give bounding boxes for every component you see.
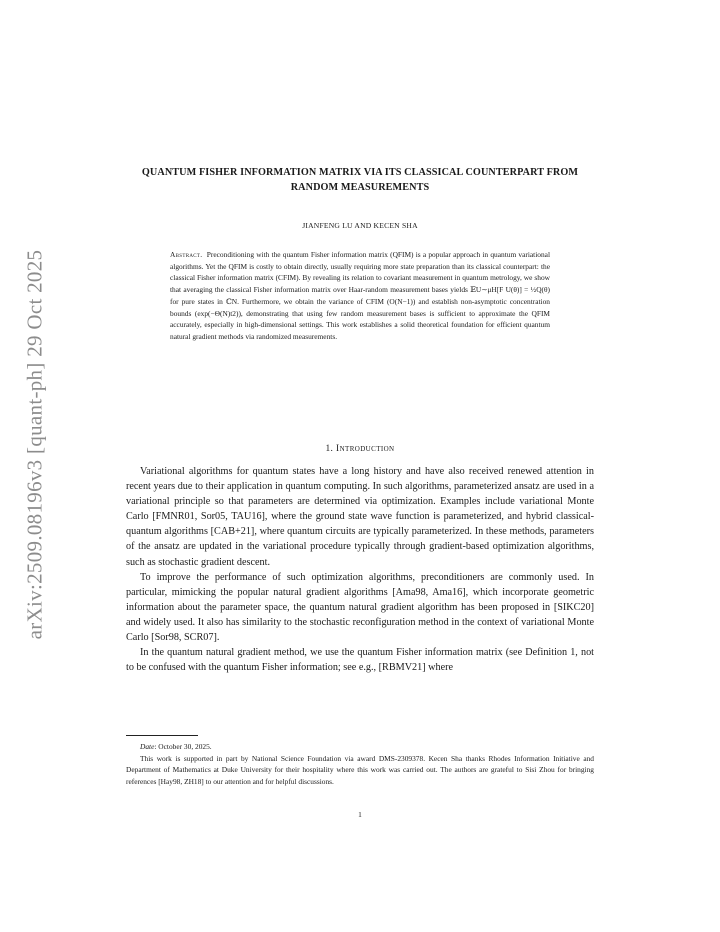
- date-label: Date: [140, 742, 155, 751]
- paragraph: Variational algorithms for quantum states have a long history and have also received renewed attention in recent years due to their application in quantum computing. In such algorithms, parameterized ansatz are used in a variational principle so that parameters are determined via optimization. Examples include variational Monte Carlo [FMNR01, Sor05, TAU16], where the ground state wave function is parameterized, and hybrid classical-quantum algorithms [CAB+21], where quantum circuits are typically parameterized. In these methods, parameters of the ansatz are updated in the variational procedure typically through gradient-based optimization algorithms, such as stochastic gradient descent.: [126, 466, 594, 568]
- section-heading-introduction: 1. Introduction: [325, 444, 395, 454]
- title-line-2: RANDOM MEASUREMENTS: [290, 182, 430, 193]
- author-list: JIANFENG LU AND KECEN SHA: [302, 221, 418, 230]
- footnote-rule: [126, 735, 198, 736]
- arxiv-identifier: arXiv:2509.08196v3 [quant-ph] 29 Oct 2025: [22, 249, 47, 639]
- paper-title: [126, 165, 594, 195]
- footnotes: [126, 741, 594, 787]
- paragraph: To improve the performance of such optimization algorithms, preconditioners are commonly used. In particular, mimicking the popular natural gradient algorithms [Ama98, Ama16], which incorporate geometric information about the parameter space, the quantum natural gradient algorithm has been proposed in [SIKC20] and widely used. It also has similarity to the stochastic reconfiguration method in the context of variational Monte Carlo [Sor98, SCR07].: [126, 571, 594, 644]
- abstract-label: Abstract.: [170, 250, 203, 259]
- funding-footnote: This work is supported in part by National Science Foundation via award DMS-2309378. Kecen Sha thanks Rhodes Information Initiative and Department of Mathematics at Duke University for their hospitality where this work was carried out. The authors are grateful to Sisi Zhou for bringing references [Hay98, ZH18] to our attention and for helpful discussions.: [126, 753, 594, 786]
- abstract-text: Preconditioning with the quantum Fisher information matrix (QFIM) is a popular approach in quantum variational algorithms. Yet the QFIM is costly to obtain directly, usually requiring more state preparation than its classical counterpart: the classical Fisher information matrix (CFIM). By revealing its relation to covariant measurement in quantum metrology, we show that averaging the classical Fisher information matrix over Haar-random measurement bases yields 𝔼U∼μH[F U(θ)] = ½Q(θ) for pure states in ℂN. Furthermore, we obtain the variance of CFIM (O(N−1)) and establish non-asymptotic concentration bounds (exp(−Θ(N)t2)), demonstrating that using few random measurement bases is sufficient to approximate the QFIM accurately, especially in high-dimensional settings. This work establishes a solid theoretical foundation for efficient quantum natural gradient methods via randomized measurements.: [170, 250, 550, 341]
- paragraph: In the quantum natural gradient method, we use the quantum Fisher information matrix (see Definition 1, not to be confused with the quantum Fisher information; see e.g., [RBMV21] where: [126, 647, 594, 674]
- title-line-1: QUANTUM FISHER INFORMATION MATRIX VIA ITS CLASSICAL COUNTERPART FROM: [141, 167, 579, 178]
- date-value: : October 30, 2025.: [154, 742, 212, 751]
- page-number: 1: [358, 810, 362, 819]
- arxiv-identifier-stamp: [18, 248, 52, 640]
- abstract: [170, 249, 550, 343]
- date-footnote: [126, 741, 594, 753]
- introduction-body: [126, 464, 594, 675]
